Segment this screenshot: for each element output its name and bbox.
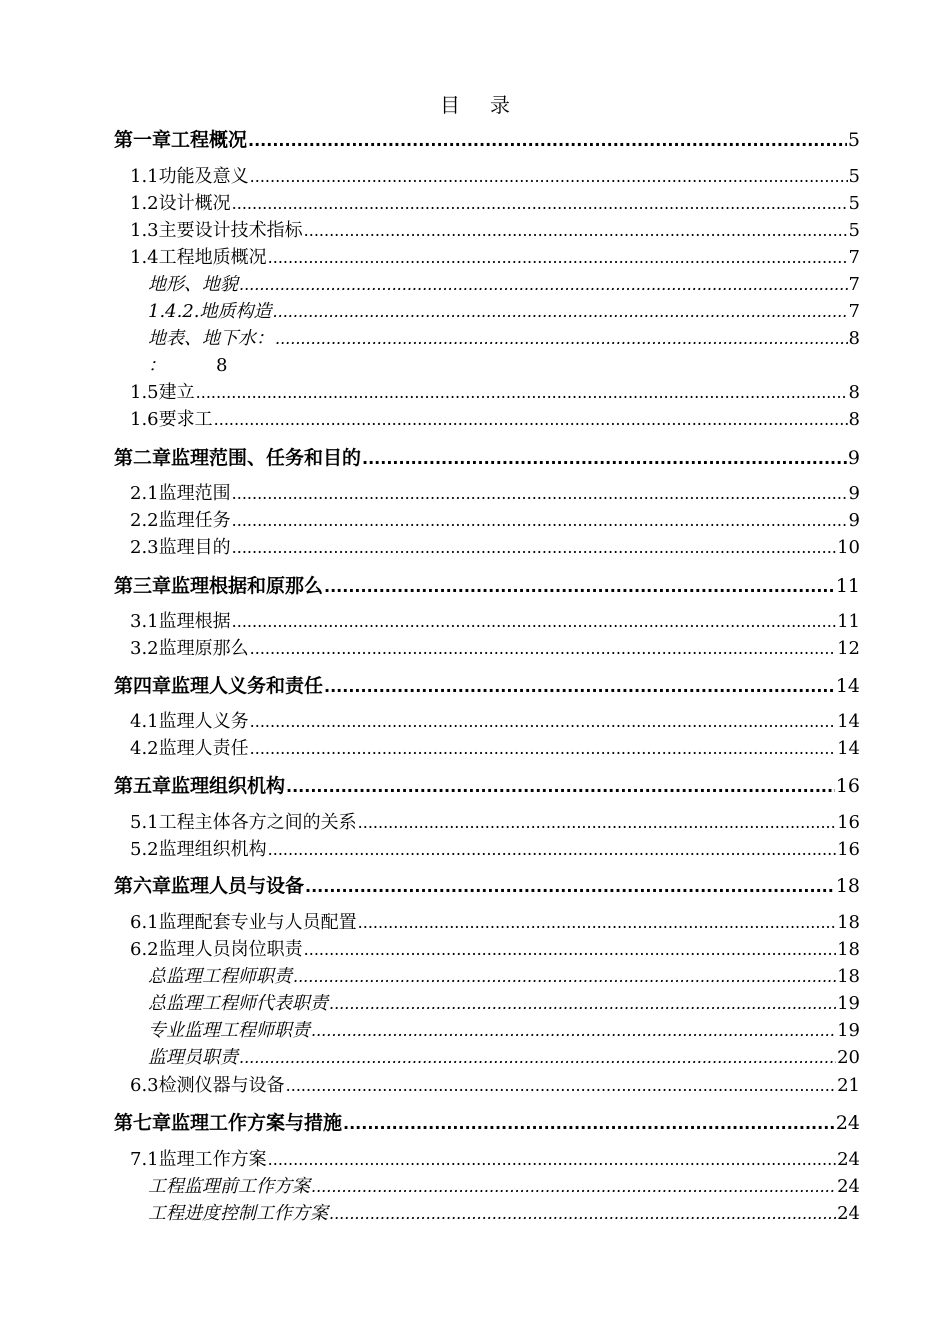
toc-leader bbox=[362, 445, 847, 471]
toc-subsection-6-2-2[interactable] bbox=[148, 991, 860, 1017]
toc-section-7-1[interactable] bbox=[130, 1147, 860, 1173]
toc-section-label: 监理范围 bbox=[158, 483, 231, 504]
toc-chapter-label: 第六章监理人员与设备 bbox=[114, 875, 305, 897]
toc-subsection-label: 工程进度控制工作方案 bbox=[148, 1203, 328, 1224]
toc-subsection-7-1-1[interactable] bbox=[148, 1174, 860, 1200]
toc-page-number: 7 bbox=[848, 274, 860, 295]
toc-section-1-1[interactable] bbox=[130, 164, 860, 190]
toc-stray-entry bbox=[148, 353, 227, 379]
toc-leader bbox=[268, 245, 848, 271]
toc-leader bbox=[232, 609, 836, 635]
toc-leader bbox=[250, 164, 848, 190]
toc-chapter-7[interactable] bbox=[114, 1110, 860, 1136]
toc-leader bbox=[239, 1045, 836, 1071]
toc-page-number: 14 bbox=[837, 711, 860, 732]
toc-page-number: 8 bbox=[848, 328, 860, 349]
toc-leader bbox=[343, 1110, 835, 1136]
toc-page-number: 9 bbox=[848, 483, 860, 504]
toc-section-number: 6.3 bbox=[130, 1075, 159, 1096]
toc-page-number: 18 bbox=[837, 912, 860, 933]
toc-page-number: 11 bbox=[835, 575, 860, 597]
toc-section-6-2[interactable] bbox=[130, 937, 860, 963]
toc-page-number: 24 bbox=[835, 1112, 860, 1134]
toc-section-number: 2.2 bbox=[130, 510, 159, 531]
toc-section-number: 5.1 bbox=[130, 812, 159, 833]
toc-page-number: 24 bbox=[837, 1203, 860, 1224]
toc-chapter-label: 第一章工程概况 bbox=[114, 129, 248, 151]
toc-leader bbox=[268, 837, 836, 863]
toc-section-number: 1.4 bbox=[130, 247, 159, 268]
toc-chapter-label: 第二章监理范围、任务和目的 bbox=[114, 447, 362, 469]
toc-chapter-4[interactable] bbox=[114, 673, 860, 699]
toc-section-label: 功能及意义 bbox=[158, 166, 249, 187]
toc-section-1-2[interactable] bbox=[130, 191, 860, 217]
toc-section-5-2[interactable] bbox=[130, 837, 860, 863]
toc-page-number: 24 bbox=[837, 1149, 860, 1170]
toc-section-number: 3.1 bbox=[130, 611, 159, 632]
toc-title-char-2: 录 bbox=[490, 93, 510, 117]
toc-title bbox=[0, 92, 950, 118]
toc-page-number: 8 bbox=[848, 409, 860, 430]
toc-leader bbox=[248, 127, 847, 153]
toc-page-number: 20 bbox=[837, 1047, 860, 1068]
toc-section-label: 监理任务 bbox=[158, 510, 231, 531]
toc-leader bbox=[324, 673, 835, 699]
toc-title-char-1: 目 bbox=[440, 93, 460, 117]
toc-section-label: 监理配套专业与人员配置 bbox=[158, 912, 357, 933]
toc-section-number: 1.6 bbox=[130, 409, 159, 430]
toc-section-label: 工程主体各方之间的关系 bbox=[158, 812, 357, 833]
toc-section-number: 7.1 bbox=[130, 1149, 159, 1170]
toc-subsection-label: 工程监理前工作方案 bbox=[148, 1176, 310, 1197]
toc-leader bbox=[305, 873, 835, 899]
toc-stray-label: ： bbox=[148, 355, 166, 376]
toc-subsection-1-4-2[interactable] bbox=[148, 299, 860, 325]
toc-page-number: 9 bbox=[847, 447, 860, 469]
toc-leader bbox=[250, 736, 836, 762]
toc-section-number: 3.2 bbox=[130, 638, 159, 659]
toc-subsection-label: 地形、地貌 bbox=[148, 274, 238, 295]
toc-leader bbox=[293, 964, 836, 990]
toc-page-number: 18 bbox=[837, 966, 860, 987]
toc-page-number: 5 bbox=[848, 166, 860, 187]
toc-leader bbox=[358, 910, 836, 936]
toc-section-label: 要求工 bbox=[158, 409, 213, 430]
toc-section-1-6[interactable] bbox=[130, 407, 860, 433]
toc-section-label: 监理人责任 bbox=[158, 738, 249, 759]
toc-section-label: 监理工作方案 bbox=[158, 1149, 267, 1170]
toc-section-label: 监理人义务 bbox=[158, 711, 249, 732]
toc-page-number: 14 bbox=[837, 738, 860, 759]
toc-stray-page: 8 bbox=[216, 355, 228, 376]
toc-leader bbox=[358, 810, 836, 836]
toc-page-number: 7 bbox=[848, 247, 860, 268]
toc-page-number: 10 bbox=[837, 537, 860, 558]
toc-leader bbox=[273, 299, 848, 325]
toc-section-label: 主要设计技术指标 bbox=[158, 220, 303, 241]
toc-subsection-label: 监理员职责 bbox=[148, 1047, 238, 1068]
toc-leader bbox=[214, 407, 848, 433]
toc-section-label: 检测仪器与设备 bbox=[158, 1075, 285, 1096]
toc-page-number: 7 bbox=[848, 301, 860, 322]
toc-page-number: 16 bbox=[837, 839, 860, 860]
toc-section-number: 1.1 bbox=[130, 166, 159, 187]
toc-section-3-1[interactable] bbox=[130, 609, 860, 635]
toc-section-4-2[interactable] bbox=[130, 736, 860, 762]
toc-page-number: 5 bbox=[848, 220, 860, 241]
toc-section-number: 5.2 bbox=[130, 839, 159, 860]
toc-section-number: 2.1 bbox=[130, 483, 159, 504]
toc-section-1-4[interactable] bbox=[130, 245, 860, 271]
toc-chapter-3[interactable] bbox=[114, 573, 860, 599]
toc-chapter-label: 第四章监理人义务和责任 bbox=[114, 675, 324, 697]
toc-leader bbox=[232, 481, 848, 507]
toc-leader bbox=[304, 937, 836, 963]
toc-page-number: 19 bbox=[837, 1020, 860, 1041]
toc-page-number: 8 bbox=[848, 382, 860, 403]
toc-section-label: 监理根据 bbox=[158, 611, 231, 632]
toc-subsection-6-2-4[interactable] bbox=[148, 1045, 860, 1071]
toc-page-number: 18 bbox=[835, 875, 860, 897]
toc-page-number: 14 bbox=[835, 675, 860, 697]
toc-chapter-1[interactable] bbox=[114, 127, 860, 153]
toc-section-label: 监理人员岗位职责 bbox=[158, 939, 303, 960]
toc-section-6-1[interactable] bbox=[130, 910, 860, 936]
toc-leader bbox=[275, 326, 848, 352]
toc-section-label: 监理组织机构 bbox=[158, 839, 267, 860]
toc-page-number: 11 bbox=[837, 611, 860, 632]
toc-page-number: 21 bbox=[837, 1075, 860, 1096]
toc-leader bbox=[304, 218, 848, 244]
toc-leader bbox=[239, 272, 848, 298]
toc-section-6-3[interactable] bbox=[130, 1073, 860, 1099]
toc-page-number: 19 bbox=[837, 993, 860, 1014]
toc-subsection-6-2-1[interactable] bbox=[148, 964, 860, 990]
toc-page-number: 16 bbox=[835, 775, 860, 797]
toc-section-1-3[interactable] bbox=[130, 218, 860, 244]
toc-subsection-1-4-3[interactable] bbox=[148, 326, 860, 352]
toc-section-2-1[interactable] bbox=[130, 481, 860, 507]
toc-leader bbox=[311, 1018, 836, 1044]
toc-section-label: 建立 bbox=[158, 382, 195, 403]
toc-section-number: 6.1 bbox=[130, 912, 159, 933]
toc-page-number: 5 bbox=[847, 129, 860, 151]
toc-subsection-6-2-3[interactable] bbox=[148, 1018, 860, 1044]
toc-section-label: 设计概况 bbox=[158, 193, 231, 214]
toc-chapter-5[interactable] bbox=[114, 773, 860, 799]
toc-leader bbox=[286, 773, 835, 799]
toc-page-number: 18 bbox=[837, 939, 860, 960]
toc-section-number: 4.1 bbox=[130, 711, 159, 732]
toc-section-number: 4.2 bbox=[130, 738, 159, 759]
toc-page-number: 9 bbox=[848, 510, 860, 531]
toc-section-4-1[interactable] bbox=[130, 709, 860, 735]
toc-leader bbox=[286, 1073, 836, 1099]
toc-leader bbox=[196, 380, 848, 406]
toc-section-3-2[interactable] bbox=[130, 636, 860, 662]
toc-page-number: 24 bbox=[837, 1176, 860, 1197]
toc-section-1-5[interactable] bbox=[130, 380, 860, 406]
toc-section-2-2[interactable] bbox=[130, 508, 860, 534]
toc-page-number: 16 bbox=[837, 812, 860, 833]
toc-chapter-label: 第七章监理工作方案与措施 bbox=[114, 1112, 343, 1134]
toc-leader bbox=[329, 991, 836, 1017]
toc-leader bbox=[268, 1147, 836, 1173]
toc-section-2-3[interactable] bbox=[130, 535, 860, 561]
toc-page-number: 12 bbox=[837, 638, 860, 659]
toc-section-number: 1.2 bbox=[130, 193, 159, 214]
toc-subsection-label: 专业监理工程师职责 bbox=[148, 1020, 310, 1041]
toc-leader bbox=[329, 1201, 836, 1227]
toc-chapter-label: 第五章监理组织机构 bbox=[114, 775, 286, 797]
toc-subsection-7-1-2[interactable] bbox=[148, 1201, 860, 1227]
toc-leader bbox=[250, 709, 836, 735]
toc-section-number: 2.3 bbox=[130, 537, 159, 558]
toc-subsection-label: 地表、地下水： bbox=[148, 328, 274, 349]
toc-leader bbox=[232, 191, 848, 217]
toc-section-number: 6.2 bbox=[130, 939, 159, 960]
toc-chapter-2[interactable] bbox=[114, 445, 860, 471]
toc-section-label: 监理目的 bbox=[158, 537, 231, 558]
toc-subsection-label: 1.4.2.地质构造 bbox=[148, 301, 272, 322]
toc-subsection-label: 总监理工程师代表职责 bbox=[148, 993, 328, 1014]
toc-section-label: 监理原那么 bbox=[158, 638, 249, 659]
toc-subsection-1-4-1[interactable] bbox=[148, 272, 860, 298]
toc-leader bbox=[232, 535, 836, 561]
toc-chapter-label: 第三章监理根据和原那么 bbox=[114, 575, 324, 597]
toc-page-number: 5 bbox=[848, 193, 860, 214]
toc-section-number: 1.5 bbox=[130, 382, 159, 403]
toc-section-number: 1.3 bbox=[130, 220, 159, 241]
toc-leader bbox=[250, 636, 836, 662]
toc-chapter-6[interactable] bbox=[114, 873, 860, 899]
toc-leader bbox=[324, 573, 835, 599]
toc-section-label: 工程地质概况 bbox=[158, 247, 267, 268]
toc-section-5-1[interactable] bbox=[130, 810, 860, 836]
toc-leader bbox=[232, 508, 848, 534]
toc-subsection-label: 总监理工程师职责 bbox=[148, 966, 292, 987]
toc-leader bbox=[311, 1174, 836, 1200]
